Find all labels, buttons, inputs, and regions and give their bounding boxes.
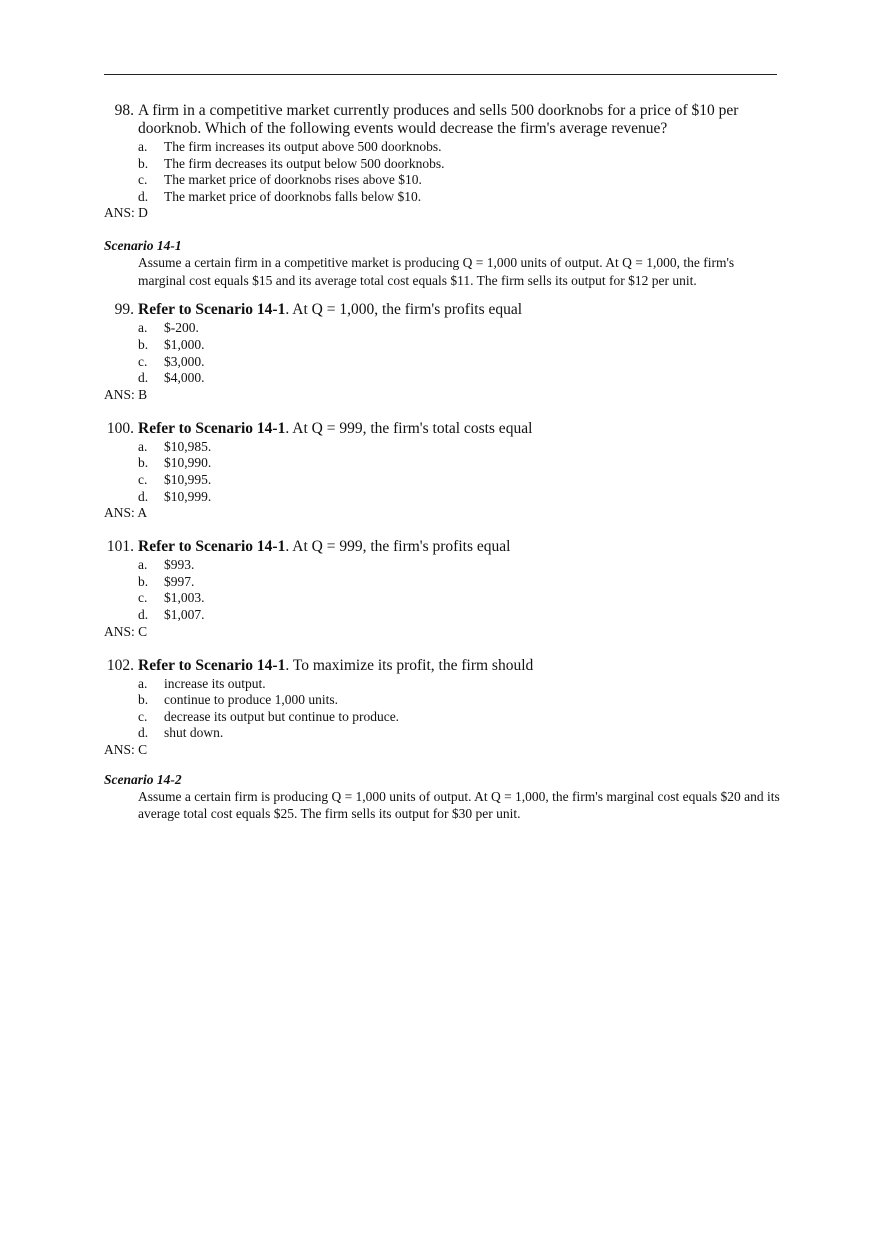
- question-text: A firm in a competitive market currently produces and sells 500 doorknobs for a price of $10 per doorknob. Which of the following events would decrease the firm's average revenue?: [138, 102, 739, 137]
- choice-letter: c.: [138, 471, 148, 487]
- question-99: [104, 301, 780, 402]
- question-98: [104, 102, 780, 221]
- choice-letter: b.: [138, 155, 149, 171]
- choice-letter: c.: [138, 353, 148, 369]
- question-stem: [104, 420, 780, 438]
- question-text: . At Q = 1,000, the firm's profits equal: [285, 301, 523, 319]
- scenario-text: Assume a certain firm in a competitive market is producing Q = 1,000 units of output. At Q = 1,000, the firm's marginal cost equals $15 and its average total cost equals $11. The firm sells its output for $12 per unit.: [138, 255, 735, 288]
- choice-letter: a.: [138, 675, 148, 691]
- choice-letter: d.: [138, 606, 149, 622]
- answer-key: ANS: C: [104, 623, 148, 639]
- choice-letter: b.: [138, 455, 149, 471]
- choice-text: The firm increases its output above 500 doorknobs.: [164, 139, 442, 154]
- choice-list: [138, 320, 780, 386]
- choice-text: $1,003.: [164, 590, 205, 606]
- answer-key: ANS: D: [104, 205, 148, 221]
- scenario-reference: Refer to Scenario 14-1: [138, 538, 286, 556]
- choice-letter: c.: [138, 708, 148, 724]
- choice-b: [138, 337, 780, 354]
- choice-list: [138, 139, 780, 205]
- choice-letter: d.: [138, 370, 149, 386]
- choice-text: continue to produce 1,000 units.: [164, 692, 338, 708]
- choice-letter: c.: [138, 590, 148, 606]
- choice-list: [138, 676, 780, 742]
- choice-letter: b.: [138, 573, 149, 589]
- choice-text: $10,990.: [164, 455, 212, 471]
- scenario-text: Assume a certain firm is producing Q = 1,000 units of output. At Q = 1,000, the firm's marginal cost equals $20 and its average total cost equals $25. The firm sells its output for $30 per unit.: [138, 788, 780, 822]
- choice-text: The market price of doorknobs rises above $10.: [164, 172, 422, 188]
- question-100: [104, 420, 780, 521]
- choice-d: [138, 189, 780, 206]
- question-number: 99.: [114, 301, 134, 319]
- scenario-14-1: [104, 237, 780, 289]
- question-number: 101.: [106, 538, 134, 556]
- question-stem: [104, 538, 780, 556]
- choice-b: [138, 692, 780, 709]
- question-stem: [104, 657, 780, 675]
- choice-text: decrease its output but continue to produce.: [164, 708, 400, 724]
- choice-d: [138, 725, 780, 742]
- choice-d: [138, 607, 780, 624]
- document-body: [104, 102, 780, 835]
- choice-letter: c.: [138, 172, 148, 188]
- choice-a: [138, 439, 780, 456]
- choice-c: [138, 472, 780, 489]
- question-text: . To maximize its profit, the firm should: [285, 656, 534, 674]
- question-number: 98.: [114, 102, 134, 119]
- choice-letter: d.: [138, 725, 149, 741]
- scenario-title: Scenario 14-1: [104, 238, 182, 254]
- choice-letter: d.: [138, 188, 149, 204]
- question-text: . At Q = 999, the firm's total costs equal: [285, 419, 533, 437]
- choice-a: [138, 320, 780, 337]
- header-rule: [104, 74, 777, 75]
- choice-text: increase its output.: [164, 675, 266, 691]
- choice-text: The market price of doorknobs falls below $10.: [164, 188, 422, 204]
- choice-a: [138, 139, 780, 156]
- question-text: . At Q = 999, the firm's profits equal: [285, 538, 511, 556]
- question-stem: [104, 301, 780, 319]
- choice-text: $4,000.: [164, 370, 205, 386]
- choice-d: [138, 489, 780, 506]
- choice-letter: b.: [138, 336, 149, 352]
- choice-text: $-200.: [164, 320, 199, 336]
- question-101: [104, 538, 780, 639]
- scenario-14-2: [104, 771, 780, 823]
- choice-text: $10,985.: [164, 438, 212, 454]
- question-stem: [104, 102, 780, 138]
- choice-b: [138, 455, 780, 472]
- choice-text: The firm decreases its output below 500 doorknobs.: [164, 155, 445, 171]
- choice-letter: b.: [138, 692, 149, 708]
- answer-key: ANS: B: [104, 386, 148, 402]
- choice-letter: a.: [138, 438, 148, 454]
- answer-key: ANS: C: [104, 741, 148, 757]
- scenario-reference: Refer to Scenario 14-1: [138, 301, 286, 319]
- choice-c: [138, 172, 780, 189]
- choice-c: [138, 354, 780, 371]
- choice-text: $1,007.: [164, 606, 205, 622]
- choice-letter: a.: [138, 320, 148, 336]
- scenario-reference: Refer to Scenario 14-1: [138, 419, 286, 437]
- choice-text: shut down.: [164, 725, 224, 741]
- question-number: 102.: [106, 656, 134, 674]
- scenario-title: Scenario 14-2: [104, 771, 182, 787]
- choice-text: $3,000.: [164, 353, 205, 369]
- question-102: [104, 657, 780, 758]
- choice-letter: d.: [138, 488, 149, 504]
- choice-a: [138, 557, 780, 574]
- choice-letter: a.: [138, 139, 148, 154]
- choice-list: [138, 439, 780, 505]
- choice-a: [138, 676, 780, 693]
- scenario-reference: Refer to Scenario 14-1: [138, 656, 286, 674]
- choice-c: [138, 709, 780, 726]
- choice-c: [138, 590, 780, 607]
- answer-key: ANS: A: [104, 505, 148, 521]
- choice-d: [138, 370, 780, 387]
- choice-b: [138, 156, 780, 173]
- choice-text: $1,000.: [164, 336, 205, 352]
- choice-b: [138, 574, 780, 591]
- choice-text: $993.: [164, 557, 195, 573]
- question-number: 100.: [106, 419, 134, 437]
- choice-letter: a.: [138, 557, 148, 573]
- choice-text: $997.: [164, 573, 195, 589]
- choice-list: [138, 557, 780, 623]
- choice-text: $10,999.: [164, 488, 212, 504]
- choice-text: $10,995.: [164, 471, 212, 487]
